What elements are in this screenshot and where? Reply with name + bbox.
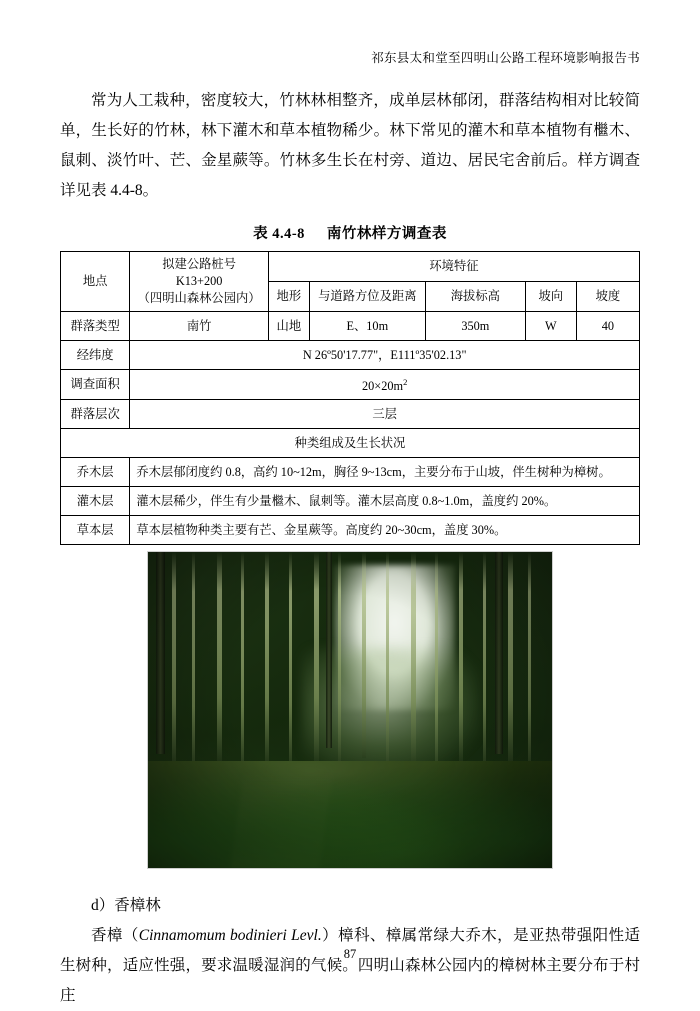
photo-container bbox=[60, 551, 640, 869]
location-line-3: （四明山森林公园内） bbox=[137, 291, 261, 305]
cell-coord-label: 经纬度 bbox=[61, 341, 130, 370]
cell-altitude-value: 350m bbox=[425, 312, 525, 341]
cell-herb-layer-value: 草本层植物种类主要有芒、金星蕨等。高度约 20~30cm，盖度 30%。 bbox=[130, 516, 640, 545]
paragraph-camphor-description bbox=[60, 921, 640, 1011]
cell-area-value bbox=[130, 370, 640, 400]
cell-area-label: 调查面积 bbox=[61, 370, 130, 400]
cell-slope-value: 40 bbox=[576, 312, 639, 341]
paragraph-bamboo-description: 常为人工栽种，密度较大，竹林林相整齐，成单层林郁闭，群落结构相对比较简单，生长好的竹林，林下灌木和草本植物稀少。林下常见的灌木和草本植物有檵木、鼠刺、淡竹叶、芒、金星蕨等。竹林多生长在村旁、道边、居民宅舍前后。样方调查详见表 4.4-8。 bbox=[60, 92, 640, 199]
table-row bbox=[61, 252, 640, 282]
table-row bbox=[61, 341, 640, 370]
location-line-2: K13+200 bbox=[175, 274, 223, 288]
area-value-text: 20×20m bbox=[361, 379, 404, 394]
cell-coord-value: N 26º50'17.77"，E111º35'02.13" bbox=[130, 341, 640, 370]
table-row bbox=[61, 400, 640, 429]
table-row bbox=[61, 429, 640, 458]
cell-layer-value: 三层 bbox=[130, 400, 640, 429]
location-line-1: 拟建公路桩号 bbox=[162, 257, 237, 271]
table-caption bbox=[60, 222, 640, 243]
cell-distance-value: E、10m bbox=[309, 312, 425, 341]
table-row bbox=[61, 312, 640, 341]
cell-tree-layer-label: 乔木层 bbox=[61, 458, 130, 487]
cell-env-header: 环境特征 bbox=[268, 252, 639, 282]
table-row bbox=[61, 516, 640, 545]
page-number: 87 bbox=[343, 947, 357, 961]
cell-terrain-value: 山地 bbox=[268, 312, 309, 341]
camphor-latin-name: Cinnamomum bodinieri Levl. bbox=[138, 927, 322, 945]
photo-vignette bbox=[148, 552, 552, 868]
bamboo-forest-photo bbox=[147, 551, 553, 869]
cell-distance-label: 与道路方位及距离 bbox=[309, 282, 425, 312]
table-row bbox=[61, 458, 640, 487]
cell-community-type-label: 群落类型 bbox=[61, 312, 130, 341]
cell-composition-header: 种类组成及生长状况 bbox=[61, 429, 640, 458]
cell-slope-label: 坡度 bbox=[576, 282, 639, 312]
camphor-text-prefix: 香樟（ bbox=[91, 927, 139, 945]
table-row bbox=[61, 487, 640, 516]
cell-aspect-label: 坡向 bbox=[525, 282, 576, 312]
cell-community-type-value: 南竹 bbox=[130, 312, 269, 341]
cell-shrub-layer-value: 灌木层稀少，伴生有少量檵木、鼠刺等。灌木层高度 0.8~1.0m，盖度约 20%。 bbox=[130, 487, 640, 516]
cell-tree-layer-value: 乔木层郁闭度约 0.8，高约 10~12m，胸径 9~13cm，主要分布于山坡，伴生树种为樟树。 bbox=[130, 458, 640, 487]
cell-terrain-label: 地形 bbox=[268, 282, 309, 312]
cell-altitude-label: 海拔标高 bbox=[425, 282, 525, 312]
cell-location-value bbox=[130, 252, 269, 312]
cell-location-label: 地点 bbox=[61, 252, 130, 312]
cell-layer-label: 群落层次 bbox=[61, 400, 130, 429]
table-number: 表 4.4-8 bbox=[253, 226, 305, 242]
cell-herb-layer-label: 草本层 bbox=[61, 516, 130, 545]
camphor-text-suffix: ）樟科、樟属常绿大乔木，是亚热带强阳性适生树种，适应性强，要求温暖湿润的气候。四明山森林公园内的樟树林主要分布于村庄 bbox=[60, 927, 640, 1005]
cell-aspect-value: W bbox=[525, 312, 576, 341]
cell-shrub-layer-label: 灌木层 bbox=[61, 487, 130, 516]
section-heading-d: d）香樟林 bbox=[91, 897, 161, 915]
table-row bbox=[61, 370, 640, 400]
survey-table bbox=[60, 251, 640, 545]
table-title-text: 南竹林样方调查表 bbox=[326, 226, 447, 242]
page-header: 祁东县太和堂至四明山公路工程环境影响报告书 bbox=[371, 51, 640, 65]
area-value-exponent: 2 bbox=[403, 377, 408, 387]
